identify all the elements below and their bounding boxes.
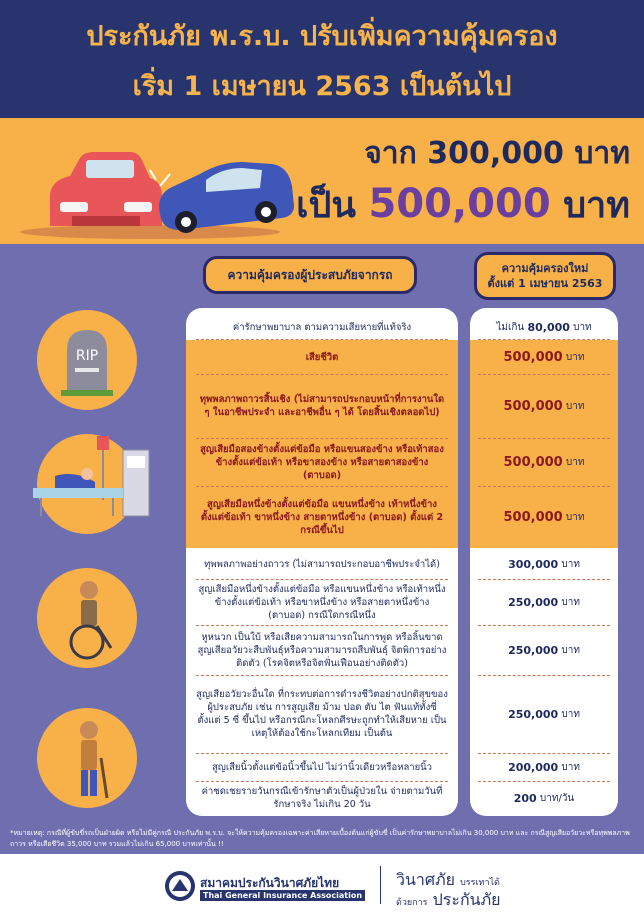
row-divider bbox=[478, 486, 610, 487]
hospital-icon-circle bbox=[37, 434, 137, 534]
to-unit: บาท bbox=[563, 185, 630, 226]
person-with-cane-icon bbox=[37, 708, 137, 808]
tombstone-icon bbox=[37, 310, 137, 410]
row-11-desc: ค่าชดเชยรายวันกรณีเข้ารักษาตัวเป็นผู้ป่วยใน จ่ายตามวันที่รักษาจริง ไม่เกิน 20 วัน bbox=[201, 786, 443, 810]
org-name-english: Thai General Insurance Association bbox=[200, 890, 365, 901]
tombstone-icon-circle bbox=[37, 310, 137, 410]
slogan-word-2: ประกันภัย bbox=[432, 890, 501, 909]
row-7-desc: สูญเสียมือหนึ่งข้างตั้งแต่ข้อมือ หรือแขนหนึ่งข้าง หรือเท้าหนึ่งข้างตั้งแต่ข้อเท้า หรือขาหนึ่งข้าง หรือสายตาหนึ่งข้าง (ตาบอด) กรณีใดกรณีหนึ่ง bbox=[198, 583, 446, 621]
slogan-line-2 bbox=[396, 888, 501, 913]
row-9-amount bbox=[470, 676, 618, 752]
to-amount-line bbox=[296, 176, 630, 233]
row-3-amount bbox=[470, 374, 618, 438]
row-divider bbox=[196, 781, 448, 782]
right-header-line-1: ความคุ้มครองใหม่ bbox=[501, 262, 589, 275]
wheelchair-icon-circle bbox=[37, 568, 137, 668]
car-crash-illustration bbox=[10, 136, 300, 242]
org-name-thai: สมาคมประกันวินาศภัยไทย bbox=[200, 876, 340, 890]
row-4-desc: สูญเสียมือสองข้างตั้งแต่ข้อมือ หรือแขนสองข้าง หรือเท้าสองข้างตั้งแต่ข้อเท้า หรือขาสองข้าง หรือสายตาสองข้าง (ตาบอด) bbox=[186, 438, 458, 486]
footer-divider bbox=[380, 866, 381, 904]
to-amount: 500,000 bbox=[368, 181, 551, 227]
row-7-value: 250,000 bbox=[508, 595, 559, 609]
row-11-amount bbox=[470, 782, 618, 814]
right-column-header bbox=[474, 252, 616, 300]
hospital-bed-icon bbox=[25, 430, 175, 530]
title-line-2: เริ่ม 1 เมษายน 2563 เป็นต้นไป bbox=[132, 71, 512, 102]
row-10-amount bbox=[470, 754, 618, 780]
from-amount-line bbox=[364, 130, 630, 177]
row-5-unit: บาท bbox=[565, 511, 585, 523]
rip-label: RIP bbox=[75, 348, 99, 364]
row-11-unit: บาท/วัน bbox=[539, 792, 575, 804]
row-8-unit: บาท bbox=[561, 644, 580, 656]
row-5-desc: สูญเสียมือหนึ่งข้างตั้งแต่ข้อมือ แขนหนึ่งข้าง เท้าหนึ่งข้างตั้งแต่ข้อเท้า ขาหนึ่งข้าง สายตาหนึ่งข้าง (ตาบอด) ตั้งแต่ 2 กรณีขึ้นไป bbox=[186, 486, 458, 548]
row-divider bbox=[196, 753, 448, 754]
from-unit: บาท bbox=[574, 136, 630, 171]
row-divider bbox=[196, 438, 448, 439]
row-9-value: 250,000 bbox=[508, 707, 559, 721]
slogan-small-2: ด้วยการ bbox=[396, 898, 428, 908]
row-3-unit: บาท bbox=[565, 400, 585, 412]
row-9-desc: สูญเสียอวัยวะอื่นใด ที่กระทบต่อการดำรงชีวิตอย่างปกติสุขของผู้ประสบภัย เช่น การสูญเสีย ม้าม ปอด ตับ ไต ฟันแท้ทั้งซี่ตั้งแต่ 5 ซี่ ขึ้นไป หรือกรณีกะโหลกศีรษะถูกทำให้เสียหาย เป็นเหตุให้ต้องใช้กะโหลกเทียม เป็นต้น bbox=[196, 689, 448, 739]
row-9-unit: บาท bbox=[561, 708, 580, 720]
row-divider bbox=[196, 579, 448, 580]
row-divider bbox=[478, 374, 610, 375]
row-3-value: 500,000 bbox=[503, 398, 563, 414]
row-divider bbox=[196, 625, 448, 626]
right-header-line-2: ตั้งแต่ 1 เมษายน 2563 bbox=[487, 277, 603, 290]
title-line-1: ประกันภัย พ.ร.บ. ปรับเพิ่มความคุ้มครอง bbox=[86, 21, 558, 52]
row-2-unit: บาท bbox=[565, 351, 585, 363]
row-divider bbox=[478, 781, 610, 782]
row-7-amount bbox=[470, 580, 618, 624]
row-2-value: 500,000 bbox=[503, 349, 563, 365]
row-divider bbox=[196, 675, 448, 676]
row-1-unit: บาท bbox=[573, 321, 592, 333]
row-4-unit: บาท bbox=[565, 456, 585, 468]
row-1-prefix: ไม่เกิน bbox=[496, 321, 525, 333]
row-8-desc: หูหนวก เป็นใบ้ หรือเสียความสามารถในการพูด หรือลิ้นขาด สูญเสียอวัยวะสืบพันธุ์หรือความสามารถสืบพันธุ์ จิตพิการอย่างติดตัว (โรคจิตหรือจิตฟั่นเฟือนอย่างติดตัว) bbox=[197, 631, 447, 669]
elderly-cane-icon-circle bbox=[37, 708, 137, 808]
row-5-amount bbox=[470, 486, 618, 548]
row-4-value: 500,000 bbox=[503, 454, 563, 470]
row-divider bbox=[478, 625, 610, 626]
row-divider bbox=[478, 339, 610, 340]
row-2-desc: เสียชีวิต bbox=[186, 340, 458, 374]
row-10-value: 200,000 bbox=[508, 760, 559, 774]
row-4-amount bbox=[470, 438, 618, 486]
from-prefix: จาก bbox=[364, 136, 417, 171]
row-1-amount bbox=[470, 316, 618, 338]
left-column-header: ความคุ้มครองผู้ประสบภัยจากรถ bbox=[203, 256, 417, 294]
row-8-value: 250,000 bbox=[508, 643, 559, 657]
row-divider bbox=[196, 486, 448, 487]
row-8-amount bbox=[470, 626, 618, 674]
row-6-desc: ทุพพลภาพอย่างถาวร (ไม่สามารถประกอบอาชีพประจำได้) bbox=[204, 558, 440, 570]
row-11-value: 200 bbox=[513, 791, 537, 805]
row-6-value: 300,000 bbox=[508, 557, 559, 571]
row-divider bbox=[196, 374, 448, 375]
header-banner bbox=[0, 0, 644, 118]
wheelchair-user-icon bbox=[37, 568, 137, 668]
slogan-small-1: บรรเทาได้ bbox=[460, 878, 500, 888]
hero-section bbox=[0, 118, 644, 244]
row-1-value: 80,000 bbox=[527, 320, 570, 334]
row-divider bbox=[478, 579, 610, 580]
row-5-value: 500,000 bbox=[503, 509, 563, 525]
row-10-unit: บาท bbox=[561, 761, 580, 773]
footnote: *หมายเหตุ: กรณีที่ผู้ขับขี่รถเป็นฝ่ายผิด หรือไม่มีคู่กรณี ประกันภัย พ.ร.บ. จะให้ความคุ้มครองเฉพาะค่าเสียหายเบื้องต้นแก่ผู้ขับขี่ เป็นค่ารักษาพยาบาลไม่เกิน 30,000 บาท และ กรณีสูญเสียอวัยวะหรือทุพพลภาพถาวร หรือเสียชีวิต 35,000 บาท รวมแล้วไม่เกิน 65,000 บาทเท่านั้น !! bbox=[10, 829, 630, 848]
row-2-amount bbox=[470, 340, 618, 374]
row-divider bbox=[478, 675, 610, 676]
row-6-amount bbox=[470, 550, 618, 578]
row-3-desc: ทุพพลภาพถาวรสิ้นเชิง (ไม่สามารถประกอบหน้าที่การงานใด ๆ ในอาชีพประจำ และอาชีพอื่น ๆ ได้ โดยสิ้นเชิงตลอดไป) bbox=[186, 374, 458, 438]
slogan-word-1: วินาศภัย bbox=[396, 870, 455, 889]
row-divider bbox=[478, 438, 610, 439]
row-1-desc: ค่ารักษาพยาบาล ตามความเสียหายที่แท้จริง bbox=[232, 321, 412, 333]
row-divider bbox=[478, 753, 610, 754]
row-divider bbox=[196, 339, 448, 340]
row-7-unit: บาท bbox=[561, 596, 580, 608]
from-amount: 300,000 bbox=[427, 136, 564, 171]
association-logo-icon bbox=[164, 870, 196, 902]
row-6-unit: บาท bbox=[561, 558, 580, 570]
to-prefix: เป็น bbox=[296, 185, 356, 226]
row-10-desc: สูญเสียนิ้วตั้งแต่ข้อนิ้วขึ้นไป ไม่ว่านิ้วเดียวหรือหลายนิ้ว bbox=[211, 761, 433, 773]
